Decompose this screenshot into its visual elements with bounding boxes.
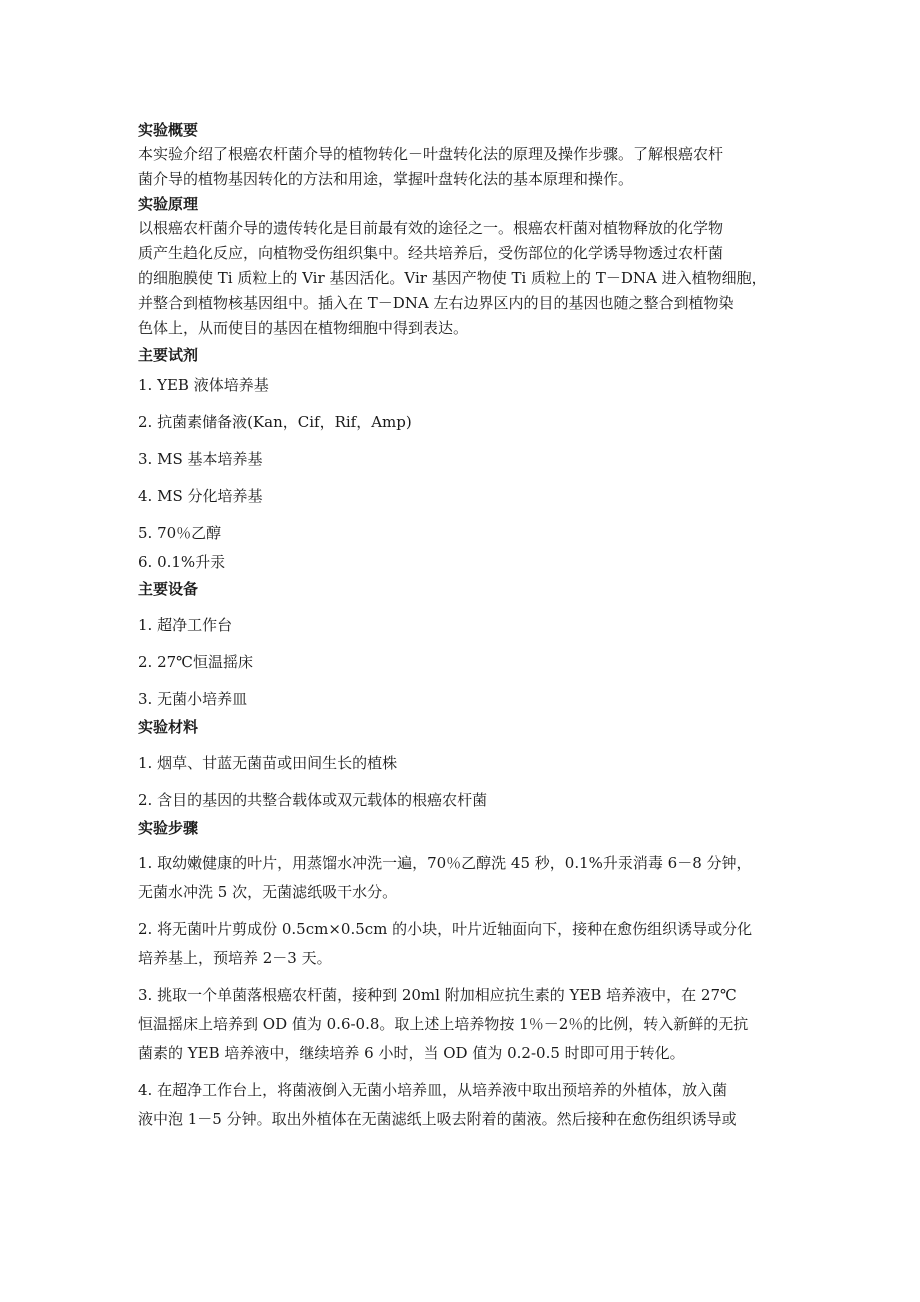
procedure-heading: 实验步骤 [138, 819, 199, 837]
overview-line: 菌介导的植物基因转化的方法和用途，掌握叶盘转化法的基本原理和操作。 [138, 170, 634, 188]
material-item: 1. 烟草、甘蓝无菌苗或田间生长的植株 [138, 754, 398, 772]
reagent-item: 3. MS 基本培养基 [138, 450, 263, 468]
step-line: 4. 在超净工作台上，将菌液倒入无菌小培养皿，从培养液中取出预培养的外植体，放入菌 [138, 1081, 728, 1099]
equipment-heading: 主要设备 [138, 580, 199, 598]
procedure-step [138, 915, 788, 973]
procedure-step [138, 849, 788, 907]
reagent-item: 4. MS 分化培养基 [138, 487, 263, 505]
procedure-step [138, 981, 788, 1068]
overview-paragraph [138, 142, 788, 192]
equipment-item: 2. 27℃恒温摇床 [138, 653, 253, 671]
principle-line: 质产生趋化反应，向植物受伤组织集中。经共培养后，受伤部位的化学诱导物透过农杆菌 [138, 244, 724, 262]
step-line: 2. 将无菌叶片剪成份 0.5cm×0.5cm 的小块，叶片近轴面向下，接种在愈伤组织诱导或分化 [138, 920, 753, 938]
overview-line: 本实验介绍了根癌农杆菌介导的植物转化－叶盘转化法的原理及操作步骤。了解根癌农杆 [138, 145, 724, 163]
reagent-item: 5. 70％乙醇 [138, 524, 222, 542]
document-body [138, 118, 788, 1134]
equipment-item: 1. 超净工作台 [138, 616, 233, 634]
principle-line: 以根癌农杆菌介导的遗传转化是目前最有效的途径之一。根癌农杆菌对植物释放的化学物 [138, 219, 724, 237]
step-line: 无菌水冲洗 5 次，无菌滤纸吸干水分。 [138, 883, 398, 901]
principle-line: 的细胞膜使 Ti 质粒上的 Vir 基因活化。Vir 基因产物使 Ti 质粒上的 T－DNA 进入植物细胞， [138, 269, 767, 287]
reagent-item: 6. 0.1%升汞 [138, 553, 226, 571]
reagent-item: 2. 抗菌素储备液(Kan，Cif，Rif，Amp) [138, 413, 412, 431]
principle-line: 色体上，从而使目的基因在植物细胞中得到表达。 [138, 319, 469, 337]
principle-line: 并整合到植物核基因组中。插入在 T－DNA 左右边界区内的目的基因也随之整合到植物染 [138, 294, 734, 312]
step-line: 1. 取幼嫩健康的叶片，用蒸馏水冲洗一遍，70％乙醇洗 45 秒，0.1%升汞消毒 6－8 分钟， [138, 854, 752, 872]
step-line: 3. 挑取一个单菌落根癌农杆菌，接种到 20ml 附加相应抗生素的 YEB 培养液中，在 27℃ [138, 986, 737, 1004]
material-item: 2. 含目的基因的共整合载体或双元载体的根癌农杆菌 [138, 791, 488, 809]
reagents-heading: 主要试剂 [138, 346, 199, 364]
step-line: 液中泡 1－5 分钟。取出外植体在无菌滤纸上吸去附着的菌液。然后接种在愈伤组织诱导或 [138, 1110, 737, 1128]
procedure-step [138, 1076, 788, 1134]
overview-heading: 实验概要 [138, 121, 199, 139]
step-line: 菌素的 YEB 培养液中，继续培养 6 小时，当 OD 值为 0.2-0.5 时即可用于转化。 [138, 1044, 685, 1062]
reagent-item: 1. YEB 液体培养基 [138, 376, 269, 394]
step-line: 恒温摇床上培养到 OD 值为 0.6-0.8。取上述上培养物按 1％－2％的比例，转入新鲜的无抗 [138, 1015, 749, 1033]
principle-paragraph [138, 216, 788, 341]
materials-heading: 实验材料 [138, 718, 199, 736]
equipment-item: 3. 无菌小培养皿 [138, 690, 248, 708]
step-line: 培养基上，预培养 2－3 天。 [138, 949, 332, 967]
principle-heading: 实验原理 [138, 195, 199, 213]
